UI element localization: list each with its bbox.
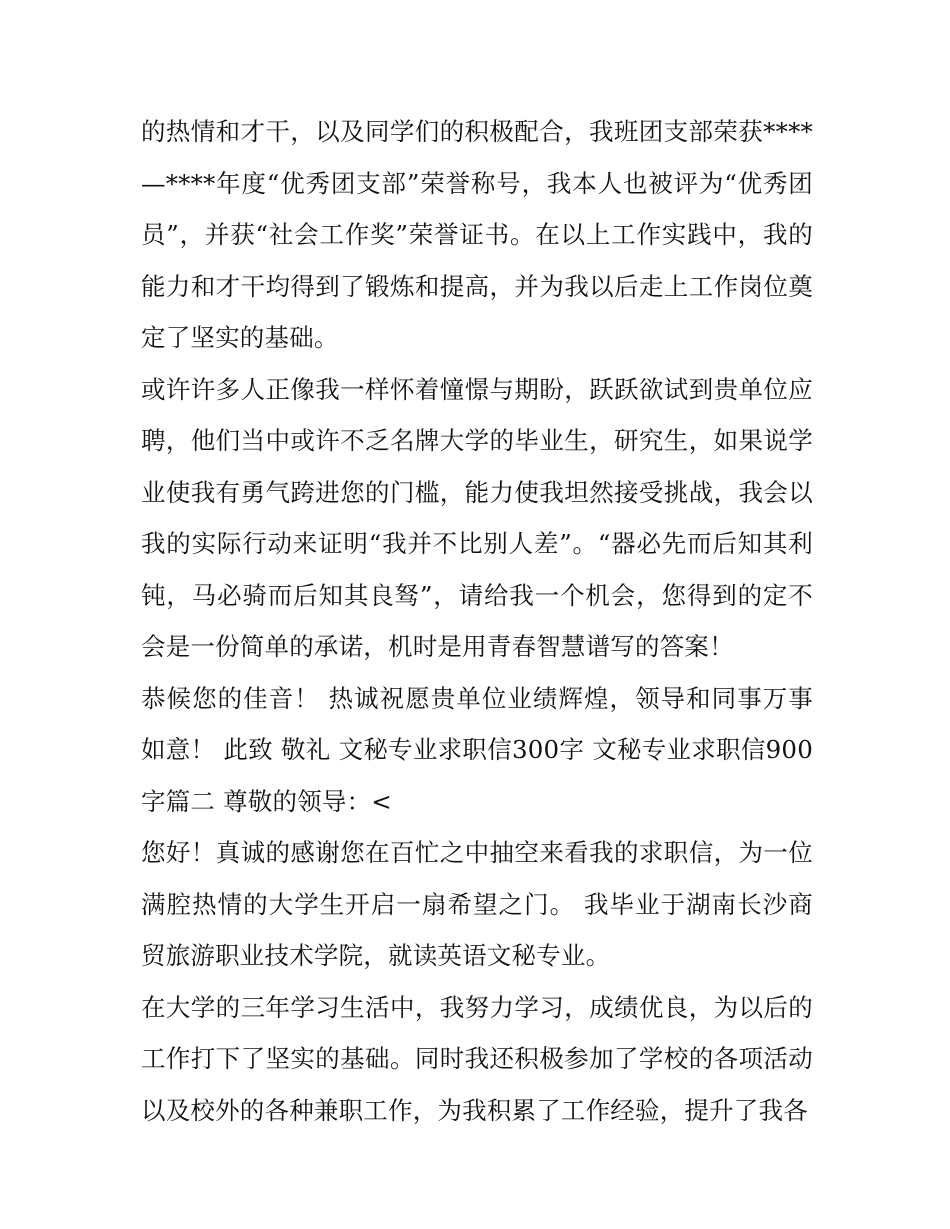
paragraph-study: 在大学的三年学习生活中，我努力学习，成绩优良，为以后的工作打下了坚实的基础。同时我还积极参加了学校的各项活动以及校外的各种兼职工作，为我积累了工作经验，提升了我各	[141, 992, 813, 1125]
paragraph-closing: 恭候您的佳音！ 热诚祝愿贵单位业绩辉煌，领导和同事万事如意！ 此致 敬礼 文秘专业求职信300字 文秘专业求职信900字篇二 尊敬的领导：<	[141, 683, 813, 816]
paragraph-greeting: 您好！真诚的感谢您在百忙之中抽空来看我的求职信，为一位满腔热情的大学生开启一扇希望之门。 我毕业于湖南长沙商贸旅游职业技术学院，就读英语文秘专业。	[141, 838, 813, 970]
document-body	[141, 106, 813, 1136]
paragraph-opportunity: 或许许多人正像我一样怀着憧憬与期盼，跃跃欲试到贵单位应聘，他们当中或许不乏名牌大学的毕业生，研究生，如果说学业使我有勇气跨进您的门槛，能力使我坦然接受挑战，我会以我的实际行动来证明“我并不比别人差”。“器必先而后知其利钝，马必骑而后知其良驽”，请给我一个机会，您得到的定不会是一份简单的承诺，机时是用青春智慧谱写的答案！	[141, 374, 813, 661]
paragraph-honors: 的热情和才干，以及同学们的积极配合，我班团支部荣获****—****年度“优秀团支部”荣誉称号，我本人也被评为“优秀团员”，并获“社会工作奖”荣誉证书。在以上工作实践中，我的能力和才干均得到了锻炼和提高，并为我以后走上工作岗位奠定了坚实的基础。	[141, 117, 813, 352]
